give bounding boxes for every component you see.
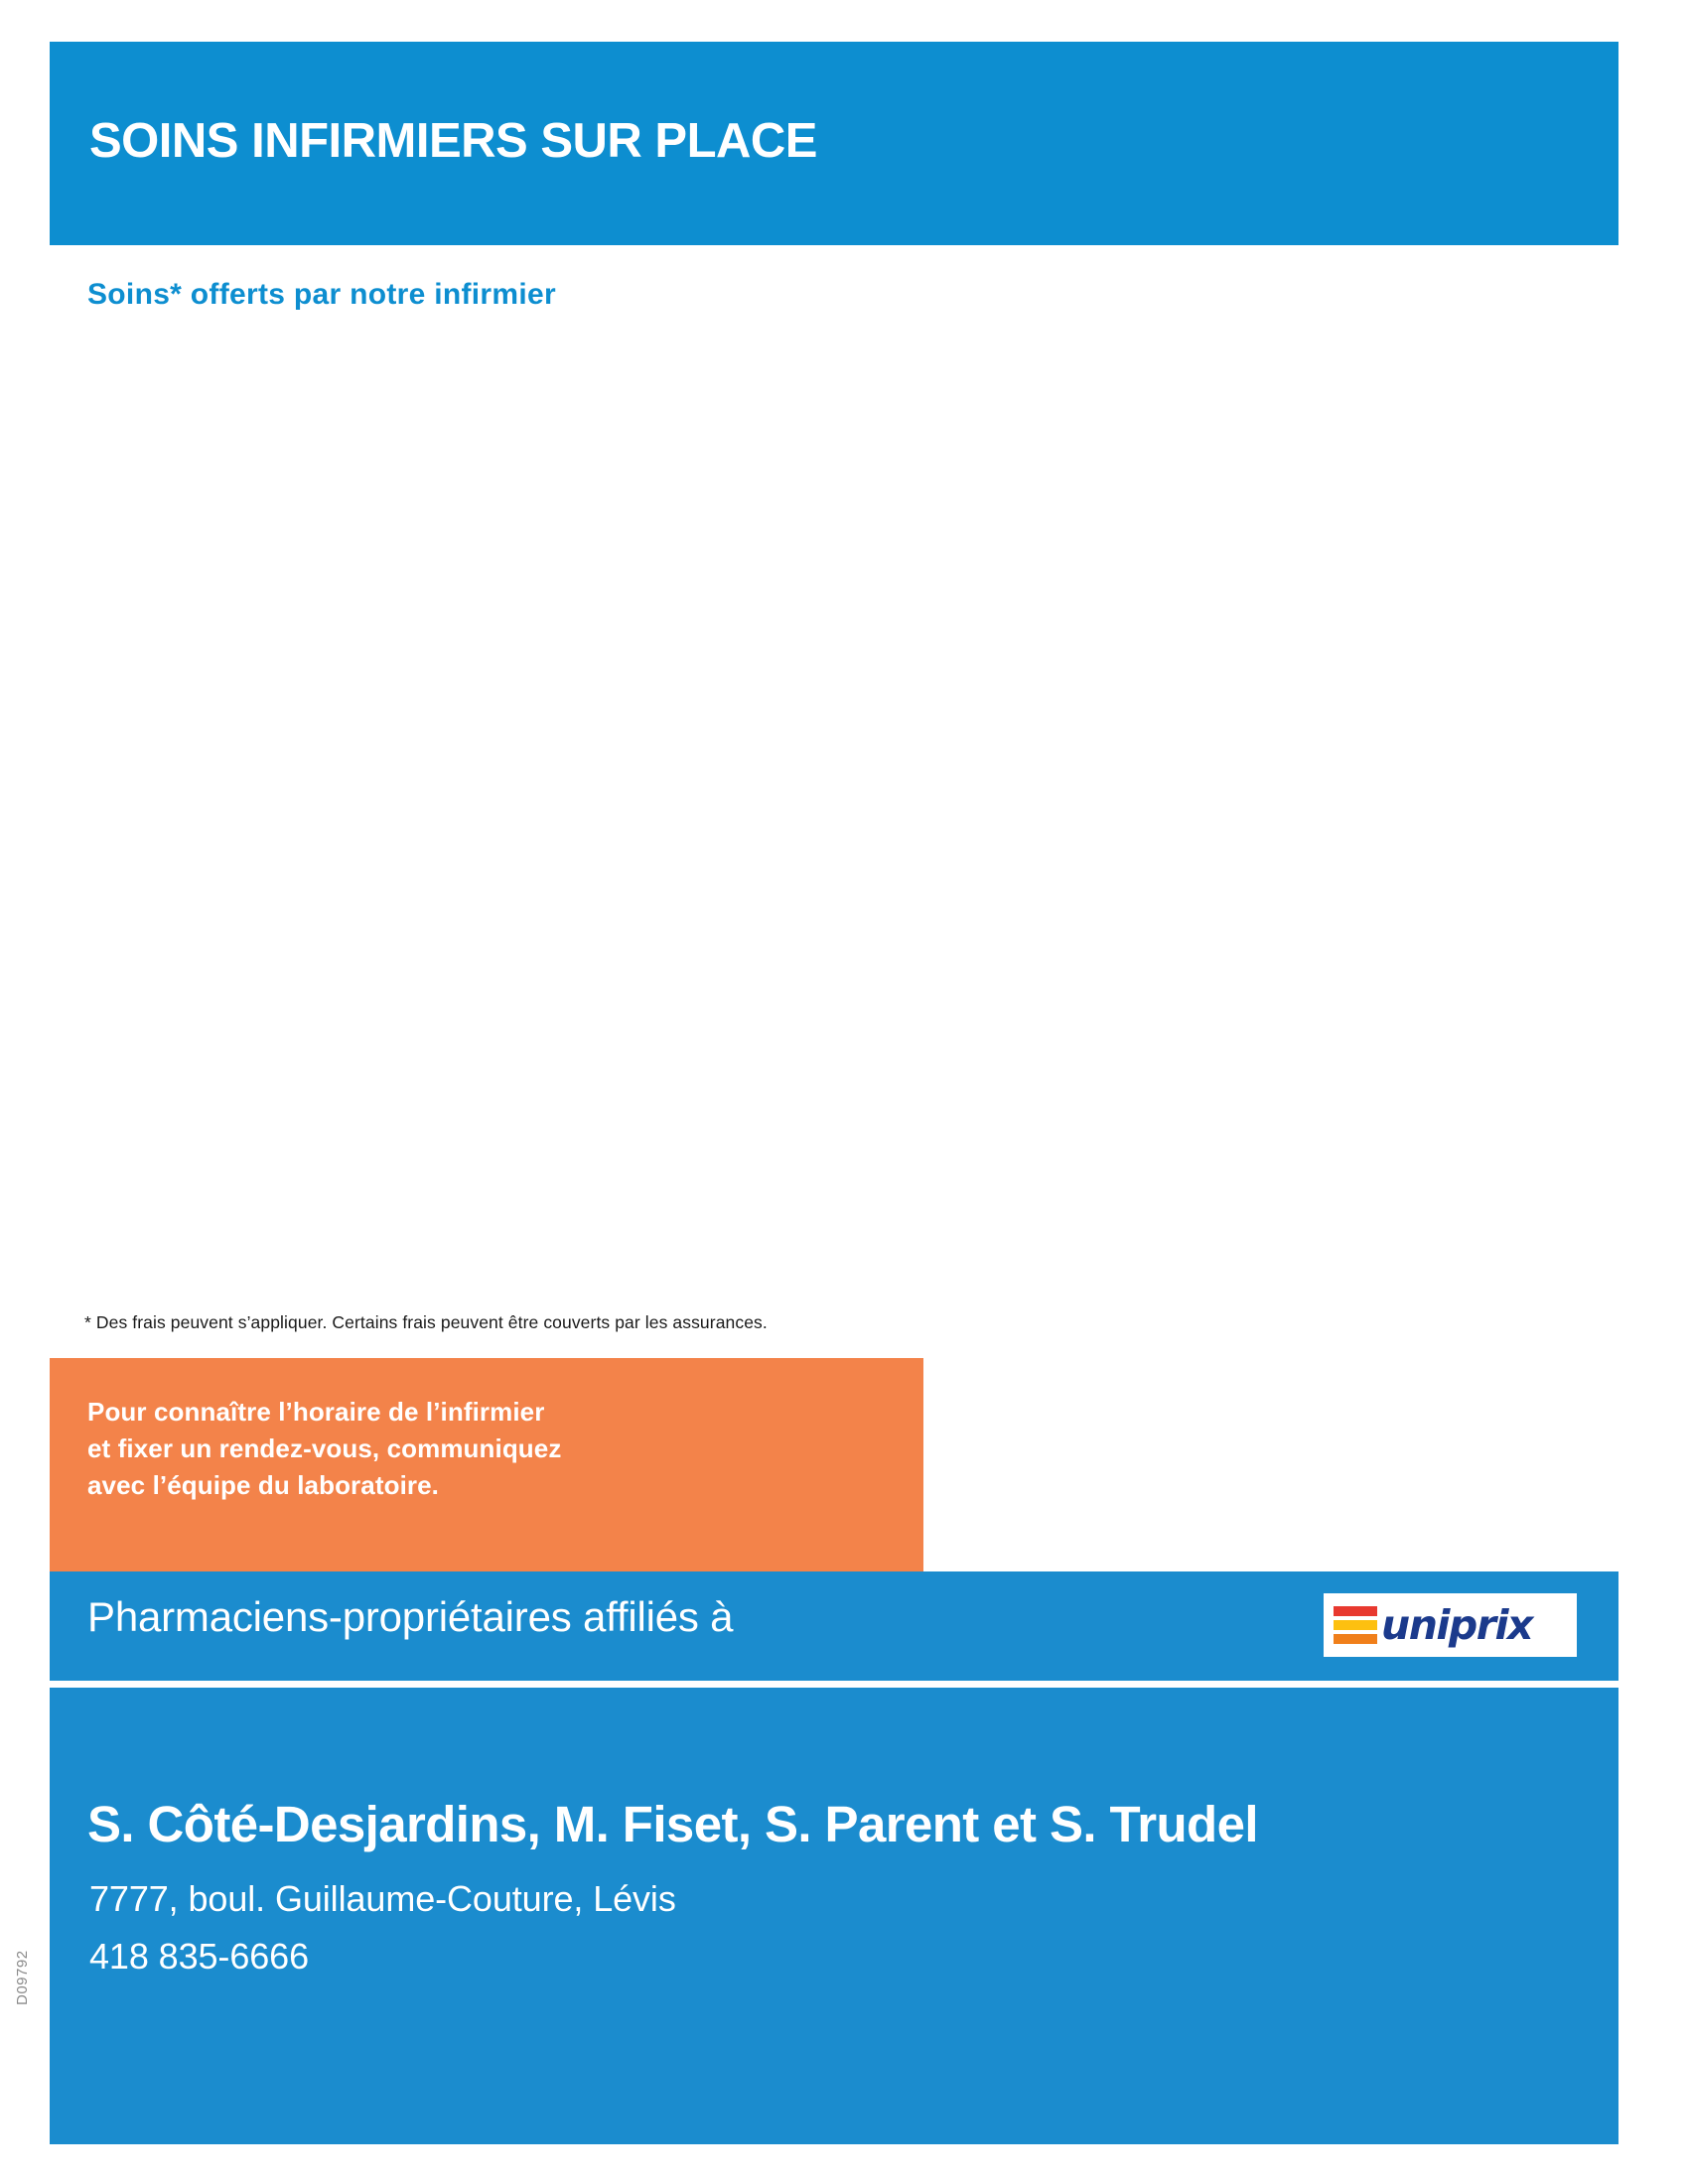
pharmacy-phone: 418 835-6666	[89, 1936, 310, 1977]
callout-line-2: et fixer un rendez-vous, communiquez	[87, 1433, 562, 1463]
affiliation-label: Pharmaciens-propriétaires affiliés à	[87, 1593, 734, 1640]
callout-line-3: avec l’équipe du laboratoire.	[87, 1469, 440, 1500]
uniprix-bars-icon	[1334, 1604, 1377, 1646]
footnote: * Des frais peuvent s’appliquer. Certains frais peuvent être couverts par les assurances.	[84, 1312, 768, 1332]
callout-line-1: Pour connaître l’horaire de l’infirmier	[87, 1397, 545, 1427]
callout-box	[50, 1358, 923, 1571]
page-title: SOINS INFIRMIERS SUR PLACE	[89, 114, 817, 168]
subtitle: Soins* offerts par notre infirmier	[87, 278, 556, 311]
callout-text	[87, 1394, 892, 1504]
pharmacy-owners: S. Côté-Desjardins, M. Fiset, S. Parent et S. Trudel	[87, 1796, 1258, 1852]
header-banner	[50, 42, 1618, 245]
uniprix-wordmark: uniprix	[1381, 1600, 1532, 1649]
pharmacy-info-block	[50, 1688, 1618, 2144]
pharmacy-address: 7777, boul. Guillaume-Couture, Lévis	[89, 1878, 676, 1919]
services-content-area	[87, 357, 1577, 1300]
affiliation-strip	[50, 1571, 1618, 1681]
document-code: D09792	[14, 1950, 31, 2005]
uniprix-logo	[1324, 1593, 1577, 1657]
